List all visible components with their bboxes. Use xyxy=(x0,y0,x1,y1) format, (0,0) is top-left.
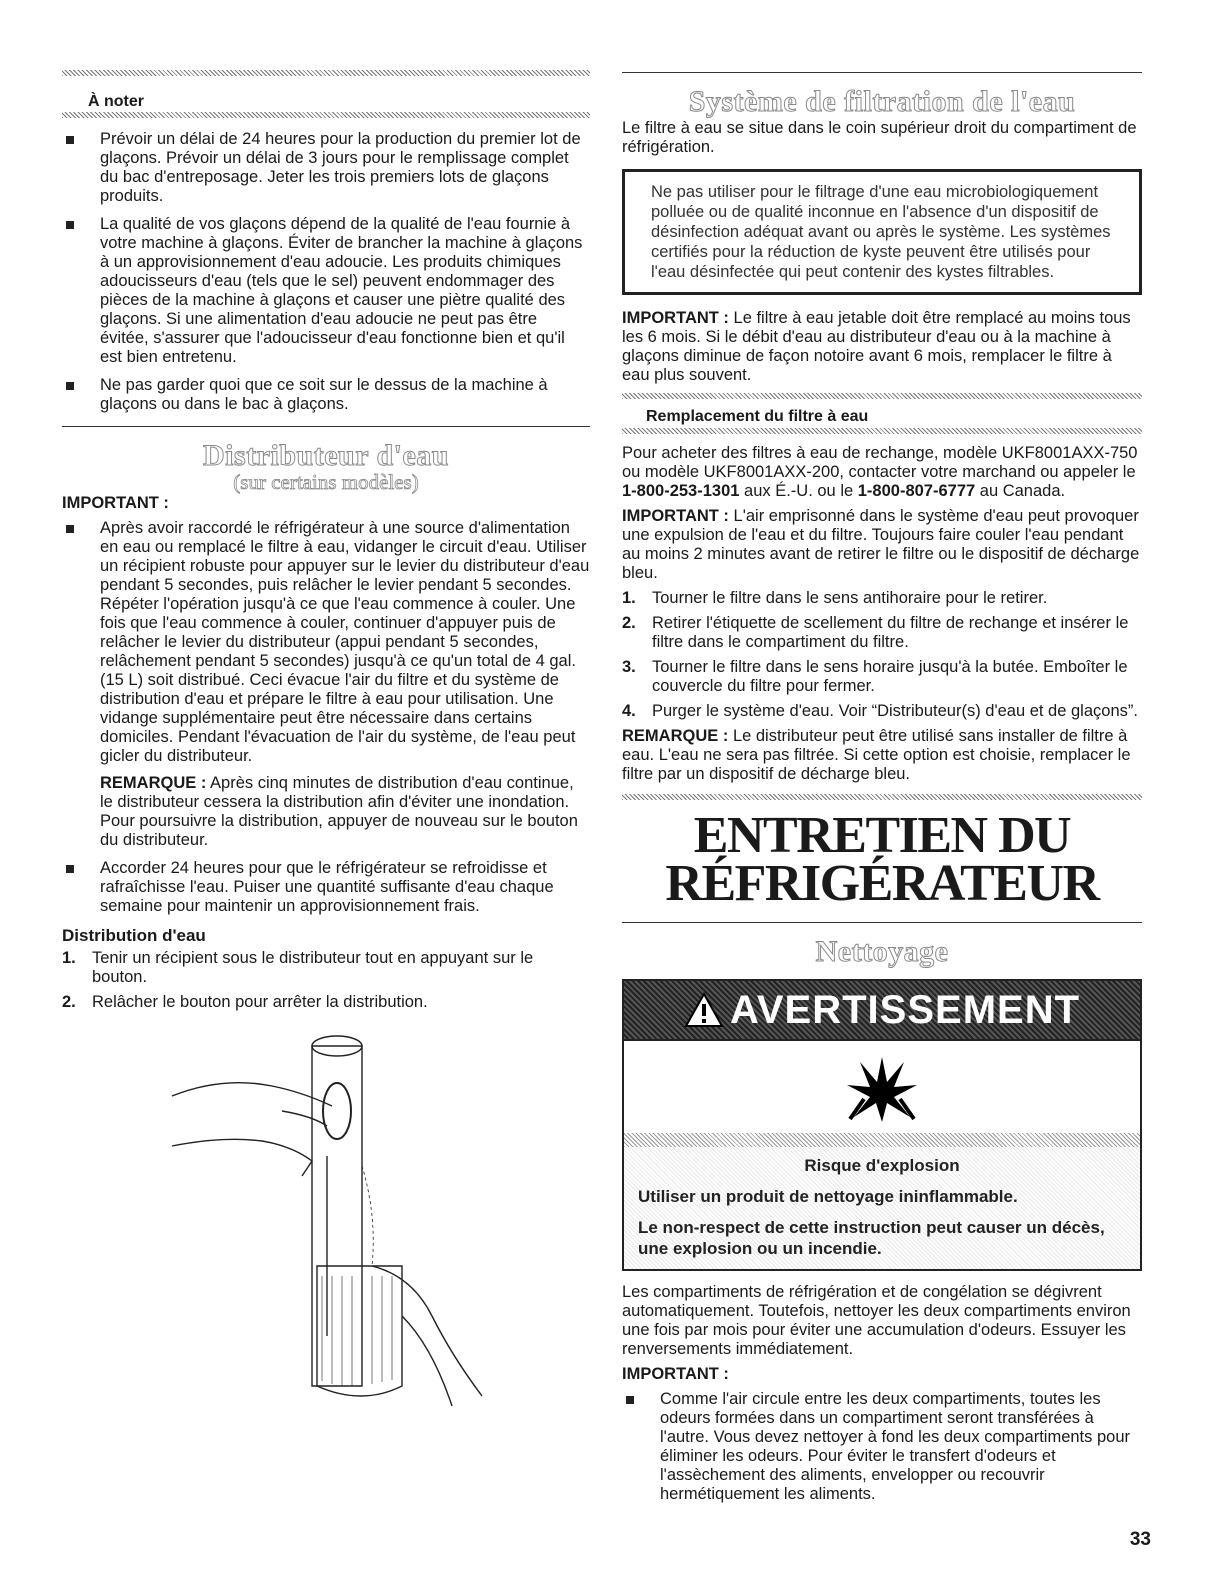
right-column xyxy=(622,70,1142,1513)
buy-text: au Canada. xyxy=(975,482,1066,500)
step-item xyxy=(622,702,1142,721)
step-item xyxy=(62,949,590,987)
warning-subtitle: Risque d'explosion xyxy=(804,1156,960,1175)
filter-intro: Le filtre à eau se situe dans le coin supérieur droit du compartiment de réfrigération. xyxy=(622,119,1137,156)
step-text: Relâcher le bouton pour arrêter la distribution. xyxy=(92,993,428,1011)
explosion-icon xyxy=(842,1047,922,1127)
buy-filter-paragraph xyxy=(622,444,1142,501)
left-column xyxy=(62,70,590,1018)
step-number: 4. xyxy=(622,702,636,720)
important-text: L'air emprisonné dans le système d'eau peut provoquer une expulsion de l'eau et du filtre. Toujours faire couler l'eau pendant au moins 2 minutes avant de retirer le filtre ou le dispositif de décharge bleu. xyxy=(622,507,1140,582)
important-label: IMPORTANT : xyxy=(622,309,729,327)
list-item: La qualité de vos glaçons dépend de la qualité de l'eau fournie à votre machine à glaçons. Éviter de brancher la machine à glaçons à un approvisionnement d'eau adoucie. Les produits chimiques adoucisseurs d'eau (tels que le sel) peuvent endommager des pièces de la machine à glaçons et causer une piètre qualité des glaçons. Si une alimentation d'eau adoucie ne peut pas être évitée, s'assurer que l'adoucisseur d'eau fonctionne bien et qu'il est bien entretenu. xyxy=(62,215,590,367)
step-number: 1. xyxy=(62,949,76,967)
dispenser-paragraph: Après avoir raccordé le réfrigérateur à une source d'alimentation en eau ou remplacé le filtre à eau, vidanger le circuit d'eau. Utiliser un récipient robuste pour appuyer sur le levier du distributeur d'eau pendant 5 secondes, puis relâcher le levier pendant 5 secondes. Répéter l'opération jusqu'à ce que l'eau commence à couler. Une fois que l'eau commence à couler, continuer d'appuyer puis de relâcher le levier du distributeur (appui pendant 5 secondes, relâchement pendant 5 secondes) jusqu'à ce qu'un total de 4 gal. (15 L) soit distribué. Ceci évacue l'air du filtre et du système de distribution d'eau et prépare le filtre à eau pour utilisation. Une vidange supplémentaire peut être nécessaire dans certains domiciles. Pendant l'évacuation de l'air du système, de l'eau peut gicler du distributeur. xyxy=(100,519,590,765)
note-heading: À noter xyxy=(88,93,144,110)
warning-body xyxy=(624,1041,1140,1269)
section-title-water-dispenser: Distributeur d'eau xyxy=(203,439,449,472)
dispenser-list xyxy=(62,519,590,916)
section-rule xyxy=(62,426,590,427)
step-text: Retirer l'étiquette de scellement du filtre de rechange et insérer le filtre dans le compartiment du filtre. xyxy=(652,614,1129,651)
divider xyxy=(624,1133,1140,1147)
distribution-heading: Distribution d'eau xyxy=(62,926,206,945)
important-label: IMPORTANT : xyxy=(62,494,169,512)
cleaning-paragraph: Les compartiments de réfrigération et de congélation se dégivrent automatiquement. Toutefois, nettoyer les deux compartiments environ une fois par mois pour éviter une accumulation d'odeurs. Essuyer les renversements immédiatement. xyxy=(622,1283,1131,1358)
phone-canada: 1-800-807-6777 xyxy=(857,482,976,500)
distribution-steps xyxy=(62,949,590,1012)
buy-text: aux É.-U. ou le xyxy=(739,482,858,500)
divider xyxy=(622,428,1142,434)
dispenser-illustration xyxy=(162,1016,522,1426)
step-text: Tourner le filtre dans le sens horaire jusqu'à la butée. Emboîter le couvercle du filtre pour fermer. xyxy=(652,658,1128,695)
divider xyxy=(622,794,1142,800)
divider xyxy=(62,112,590,118)
remark-paragraph xyxy=(100,774,590,850)
important-label: IMPORTANT : xyxy=(622,507,729,525)
step-item xyxy=(622,614,1142,652)
explosion-icon-area xyxy=(624,1041,1140,1133)
step-text: Tenir un récipient sous le distributeur tout en appuyant sur le bouton. xyxy=(92,949,534,986)
warning-box xyxy=(622,979,1142,1271)
step-number: 3. xyxy=(622,658,636,676)
section-title-cleaning: Nettoyage xyxy=(815,935,949,968)
chapter-title-line2: RÉFRIGÉRATEUR xyxy=(665,855,1099,912)
important-paragraph xyxy=(622,507,1142,583)
important-text: Le filtre à eau jetable doit être remplacé au moins tous les 6 mois. Si le débit d'eau au distributeur d'eau ou à la machine à glaçons diminue de façon notoire avant 6 mois, remplacer le filtre à eau plus souvent. xyxy=(622,309,1131,384)
warning-line: Le non-respect de cette instruction peut causer un décès, une explosion ou un incendie. xyxy=(638,1218,1105,1258)
step-number: 2. xyxy=(62,993,76,1011)
step-number: 2. xyxy=(622,614,636,632)
step-item xyxy=(62,993,590,1012)
step-text: Tourner le filtre dans le sens antihoraire pour le retirer. xyxy=(652,589,1048,607)
important-label: IMPORTANT : xyxy=(622,1365,729,1383)
list-item: Accorder 24 heures pour que le réfrigérateur se refroidisse et rafraîchisse l'eau. Puiser une quantité suffisante d'eau chaque semaine pour maintenir un approvisionnement frais. xyxy=(62,859,590,916)
warning-banner-text: AVERTISSEMENT xyxy=(729,987,1081,1032)
remark-text: Après cinq minutes de distribution d'eau continue, le distributeur cessera la distribution afin d'éviter une inondation. Pour poursuivre la distribution, appuyer de nouveau sur le bouton du distributeur. xyxy=(100,774,578,849)
section-subtitle: (sur certains modèles) xyxy=(233,470,419,494)
remark-label: REMARQUE : xyxy=(622,727,729,745)
list-item: Comme l'air circule entre les deux compartiments, toutes les odeurs formées dans un compartiment seront transférées à l'autre. Vous devez nettoyer à fond les deux compartiments pour éliminer les odeurs. Pour éviter le transfert d'odeurs et l'assèchement des aliments, envelopper ou recouvrir hermétiquement les aliments. xyxy=(622,1390,1142,1504)
list-item: Ne pas garder quoi que ce soit sur le dessus de la machine à glaçons ou dans le bac à glaçons. xyxy=(62,376,590,414)
warning-triangle-icon xyxy=(684,992,724,1028)
chapter-title xyxy=(622,807,1142,912)
chapter-title-line1: ENTRETIEN DU xyxy=(693,807,1071,864)
cleaning-list xyxy=(622,1390,1142,1504)
remark-text: Le distributeur peut être utilisé sans installer de filtre à eau. L'eau ne sera pas filtrée. Si cette option est choisie, remplacer le filtre par un dispositif de décharge bleu. xyxy=(622,727,1131,783)
section-rule xyxy=(622,72,1142,73)
important-paragraph xyxy=(622,309,1142,385)
step-number: 1. xyxy=(622,589,636,607)
remark-label: REMARQUE : xyxy=(100,774,207,792)
step-text: Purger le système d'eau. Voir “Distributeur(s) d'eau et de glaçons”. xyxy=(652,702,1138,720)
page-number: 33 xyxy=(1129,1529,1151,1550)
note-list xyxy=(62,130,590,414)
list-item xyxy=(62,519,590,850)
buy-text: Pour acheter des filtres à eau de rechange, modèle UKF8001AXX-750 ou modèle UKF8001AXX-200, contacter votre marchand ou appeler le xyxy=(622,444,1138,481)
replace-filter-heading: Remplacement du filtre à eau xyxy=(646,408,869,425)
filter-warning-box: Ne pas utiliser pour le filtrage d'une eau microbiologiquement polluée ou de qualité inconnue en l'absence d'un dispositif de désinfection adéquat avant ou après le système. Les systèmes certifiés pour la réduction de kyste peuvent être utilisés pour l'eau désinfectée qui peut contenir des kystes filtrables. xyxy=(622,169,1142,295)
section-title-water-filter: Système de filtration de l'eau xyxy=(688,85,1076,118)
section-rule xyxy=(622,922,1142,923)
warning-line: Utiliser un produit de nettoyage ininflammable. xyxy=(638,1187,1018,1206)
step-item xyxy=(622,589,1142,608)
warning-text xyxy=(624,1147,1140,1269)
replace-steps xyxy=(622,589,1142,721)
warning-banner xyxy=(624,981,1140,1041)
remark-paragraph xyxy=(622,727,1142,784)
step-item xyxy=(622,658,1142,696)
list-item: Prévoir un délai de 24 heures pour la production du premier lot de glaçons. Prévoir un délai de 3 jours pour le remplissage complet du bac d'entreposage. Jeter les trois premiers lots de glaçons produits. xyxy=(62,130,590,206)
phone-us: 1-800-253-1301 xyxy=(622,482,740,500)
